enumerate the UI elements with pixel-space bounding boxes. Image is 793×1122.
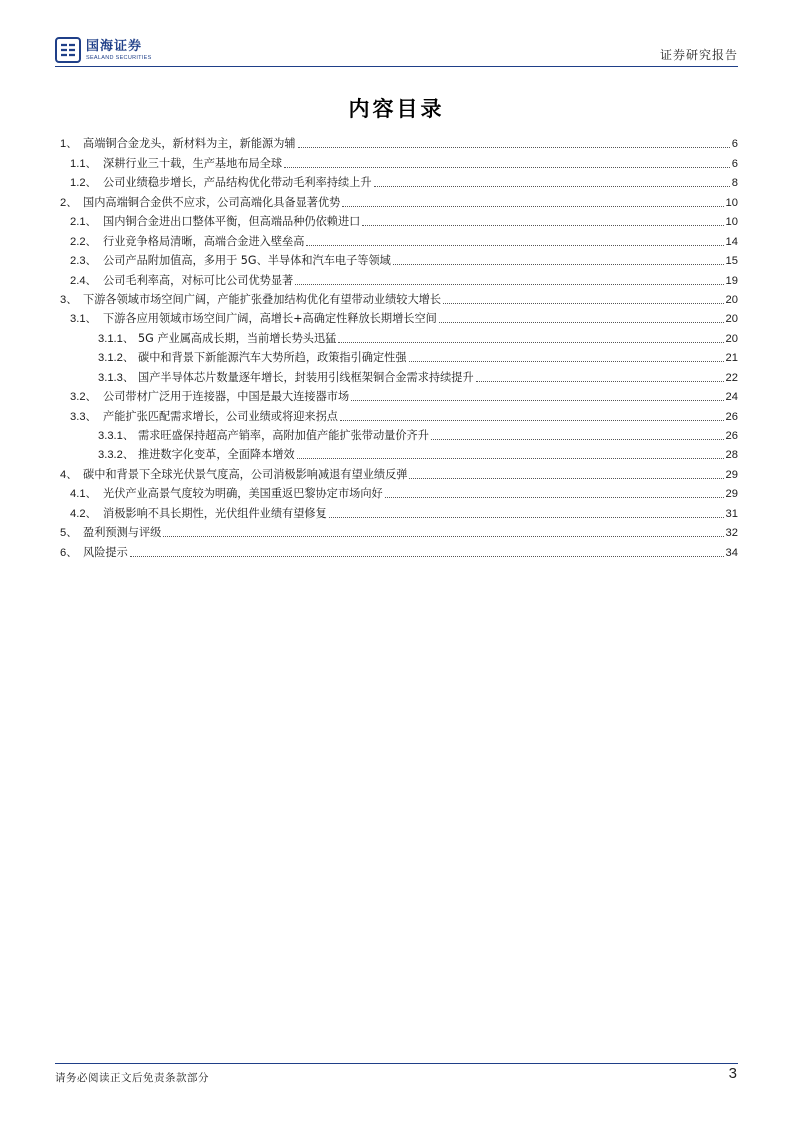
toc-entry-page: 24	[725, 391, 738, 404]
toc-leader-dots	[443, 303, 724, 304]
toc-entry-6[interactable]	[55, 540, 738, 559]
sealand-logo	[55, 36, 152, 64]
toc-entry-3-3-1[interactable]	[55, 424, 738, 443]
toc-leader-dots	[409, 478, 723, 479]
toc-entry-3[interactable]	[55, 288, 738, 307]
toc-leader-dots	[362, 225, 723, 226]
toc-entry-3-1-2[interactable]	[55, 346, 738, 365]
toc-entry-2-4[interactable]	[55, 268, 738, 287]
toc-entry-text: 下游各应用领域市场空间广阔，高增长+高确定性释放长期增长空间	[103, 312, 437, 326]
toc-entry-number: 3.3、	[70, 410, 97, 423]
table-of-contents	[55, 132, 738, 560]
toc-entry-page: 19	[725, 274, 738, 287]
toc-leader-dots	[329, 517, 724, 518]
report-type-label: 证券研究报告	[659, 48, 738, 62]
toc-entry-text: 国内铜合金进出口整体平衡，但高端品种仍依赖进口	[103, 215, 361, 229]
toc-entry-text: 推进数字化变革，全面降本增效	[138, 448, 295, 462]
toc-entry-text: 碳中和背景下新能源汽车大势所趋，政策指引确定性强	[138, 351, 407, 365]
toc-entry-page: 22	[725, 371, 738, 384]
toc-entry-number: 6、	[60, 546, 78, 559]
toc-entry-text: 高端铜合金龙头，新材料为主，新能源为辅	[83, 137, 296, 151]
toc-entry-text: 公司毛利率高，对标可比公司优势显著	[103, 273, 294, 287]
toc-leader-dots	[351, 400, 723, 401]
toc-entry-text: 行业竞争格局清晰，高端合金进入壁垒高	[103, 234, 305, 248]
toc-leader-dots	[431, 439, 724, 440]
toc-entry-number: 1、	[60, 138, 78, 151]
toc-entry-3-1[interactable]	[55, 307, 738, 326]
toc-entry-page: 32	[725, 527, 738, 540]
logo-chinese-name: 国海证券	[86, 38, 143, 54]
disclaimer-text: 请务必阅读正文后免责条款部分	[55, 1072, 209, 1084]
toc-entry-text: 盈利预测与评级	[83, 526, 162, 540]
toc-leader-dots	[342, 206, 723, 207]
toc-entry-3-3-2[interactable]	[55, 443, 738, 462]
page-number: 3	[728, 1065, 737, 1082]
toc-leader-dots	[439, 322, 724, 323]
toc-leader-dots	[284, 167, 730, 168]
footer-divider	[55, 1063, 738, 1064]
toc-entry-number: 2.1、	[70, 216, 97, 229]
toc-leader-dots	[298, 147, 730, 148]
toc-entry-page: 10	[725, 196, 738, 209]
toc-entry-3-1-1[interactable]	[55, 326, 738, 345]
toc-entry-1-1[interactable]	[55, 151, 738, 170]
toc-leader-dots	[163, 536, 723, 537]
toc-entry-page: 20	[725, 313, 738, 326]
toc-entry-page: 28	[725, 449, 738, 462]
toc-entry-page: 26	[725, 430, 738, 442]
toc-entry-number: 3.2、	[70, 391, 97, 404]
toc-entry-4-2[interactable]	[55, 501, 738, 520]
page-header	[55, 36, 738, 66]
toc-entry-text: 需求旺盛保持超高产销率，高附加值产能扩张带动量价齐升	[138, 429, 429, 442]
toc-entry-2-1[interactable]	[55, 210, 738, 229]
toc-leader-dots	[130, 556, 724, 557]
toc-entry-number: 3.1、	[70, 313, 97, 326]
toc-entry-3-2[interactable]	[55, 385, 738, 404]
toc-leader-dots	[409, 361, 724, 362]
toc-entry-1[interactable]	[55, 132, 738, 151]
header-divider	[55, 66, 738, 67]
toc-entry-number: 3.1.3、	[98, 371, 135, 384]
toc-entry-page: 14	[725, 235, 738, 248]
toc-entry-number: 3.3.1、	[98, 430, 135, 442]
logo-english-name: SEALAND SECURITIES	[86, 54, 152, 61]
toc-entry-page: 6	[731, 138, 738, 151]
toc-entry-number: 1.2、	[70, 177, 97, 190]
toc-entry-text: 光伏产业高景气度较为明确，美国重返巴黎协定市场向好	[103, 487, 383, 501]
toc-entry-page: 10	[725, 216, 738, 229]
toc-entry-page: 34	[725, 546, 738, 559]
toc-entry-4[interactable]	[55, 462, 738, 481]
toc-entry-number: 3.3.2、	[98, 449, 135, 462]
toc-leader-dots	[306, 245, 723, 246]
toc-entry-number: 1.1、	[70, 157, 97, 170]
toc-entry-2[interactable]	[55, 190, 738, 209]
toc-entry-3-1-3[interactable]	[55, 365, 738, 384]
toc-entry-text: 国产半导体芯片数量逐年增长，封装用引线框架铜合金需求持续提升	[138, 370, 474, 384]
toc-entry-number: 4.2、	[70, 507, 97, 520]
toc-entry-2-3[interactable]	[55, 249, 738, 268]
toc-entry-text: 5G 产业属高成长期，当前增长势头迅猛	[138, 331, 337, 345]
toc-entry-text: 消极影响不具长期性，光伏组件业绩有望修复	[103, 506, 327, 520]
toc-entry-text: 深耕行业三十载，生产基地布局全球	[103, 156, 283, 170]
toc-leader-dots	[385, 497, 724, 498]
toc-leader-dots	[295, 284, 723, 285]
toc-entry-text: 下游各领域市场空间广阔，产能扩张叠加结构优化有望带动业绩较大增长	[83, 292, 442, 306]
toc-entry-page: 8	[731, 177, 738, 190]
toc-entry-page: 20	[725, 332, 738, 345]
toc-entry-page: 6	[731, 157, 738, 170]
toc-entry-page: 15	[725, 255, 738, 268]
toc-entry-page: 20	[725, 293, 738, 306]
toc-entry-1-2[interactable]	[55, 171, 738, 190]
toc-leader-dots	[340, 420, 724, 421]
toc-entry-number: 4、	[60, 468, 78, 481]
toc-entry-page: 21	[725, 352, 738, 365]
toc-leader-dots	[338, 342, 723, 343]
toc-title: 内容目录	[348, 97, 445, 121]
toc-entry-page: 26	[725, 410, 738, 423]
toc-entry-page: 29	[725, 488, 738, 501]
toc-entry-number: 3.1.2、	[98, 352, 135, 365]
toc-entry-text: 风险提示	[83, 545, 128, 559]
toc-entry-5[interactable]	[55, 521, 738, 540]
toc-entry-number: 3.1.1、	[98, 332, 135, 345]
toc-entry-number: 2、	[60, 196, 78, 209]
toc-entry-text: 公司带材广泛用于连接器，中国是最大连接器市场	[103, 390, 350, 404]
toc-entry-text: 碳中和背景下全球光伏景气度高，公司消极影响减退有望业绩反弹	[83, 467, 408, 481]
toc-entry-number: 2.2、	[70, 235, 97, 248]
toc-leader-dots	[393, 264, 724, 265]
toc-entry-text: 公司产品附加值高，多用于 5G、半导体和汽车电子等领域	[103, 254, 391, 268]
toc-entry-number: 4.1、	[70, 488, 97, 501]
toc-entry-4-1[interactable]	[55, 482, 738, 501]
toc-entry-3-3[interactable]	[55, 404, 738, 423]
toc-entry-page: 31	[725, 507, 738, 520]
toc-leader-dots	[297, 458, 724, 459]
toc-entry-text: 公司业绩稳步增长，产品结构优化带动毛利率持续上升	[103, 176, 372, 190]
toc-entry-number: 2.4、	[70, 274, 97, 287]
toc-entry-text: 产能扩张匹配需求增长，公司业绩或将迎来拐点	[103, 409, 338, 423]
sealand-logo-icon	[55, 37, 81, 63]
toc-entry-2-2[interactable]	[55, 229, 738, 248]
toc-leader-dots	[374, 186, 730, 187]
toc-leader-dots	[476, 381, 724, 382]
toc-entry-number: 3、	[60, 293, 78, 306]
toc-entry-text: 国内高端铜合金供不应求，公司高端化具备显著优势	[83, 195, 341, 209]
toc-entry-page: 29	[725, 468, 738, 481]
toc-entry-number: 2.3、	[70, 255, 97, 268]
toc-entry-number: 5、	[60, 527, 78, 540]
